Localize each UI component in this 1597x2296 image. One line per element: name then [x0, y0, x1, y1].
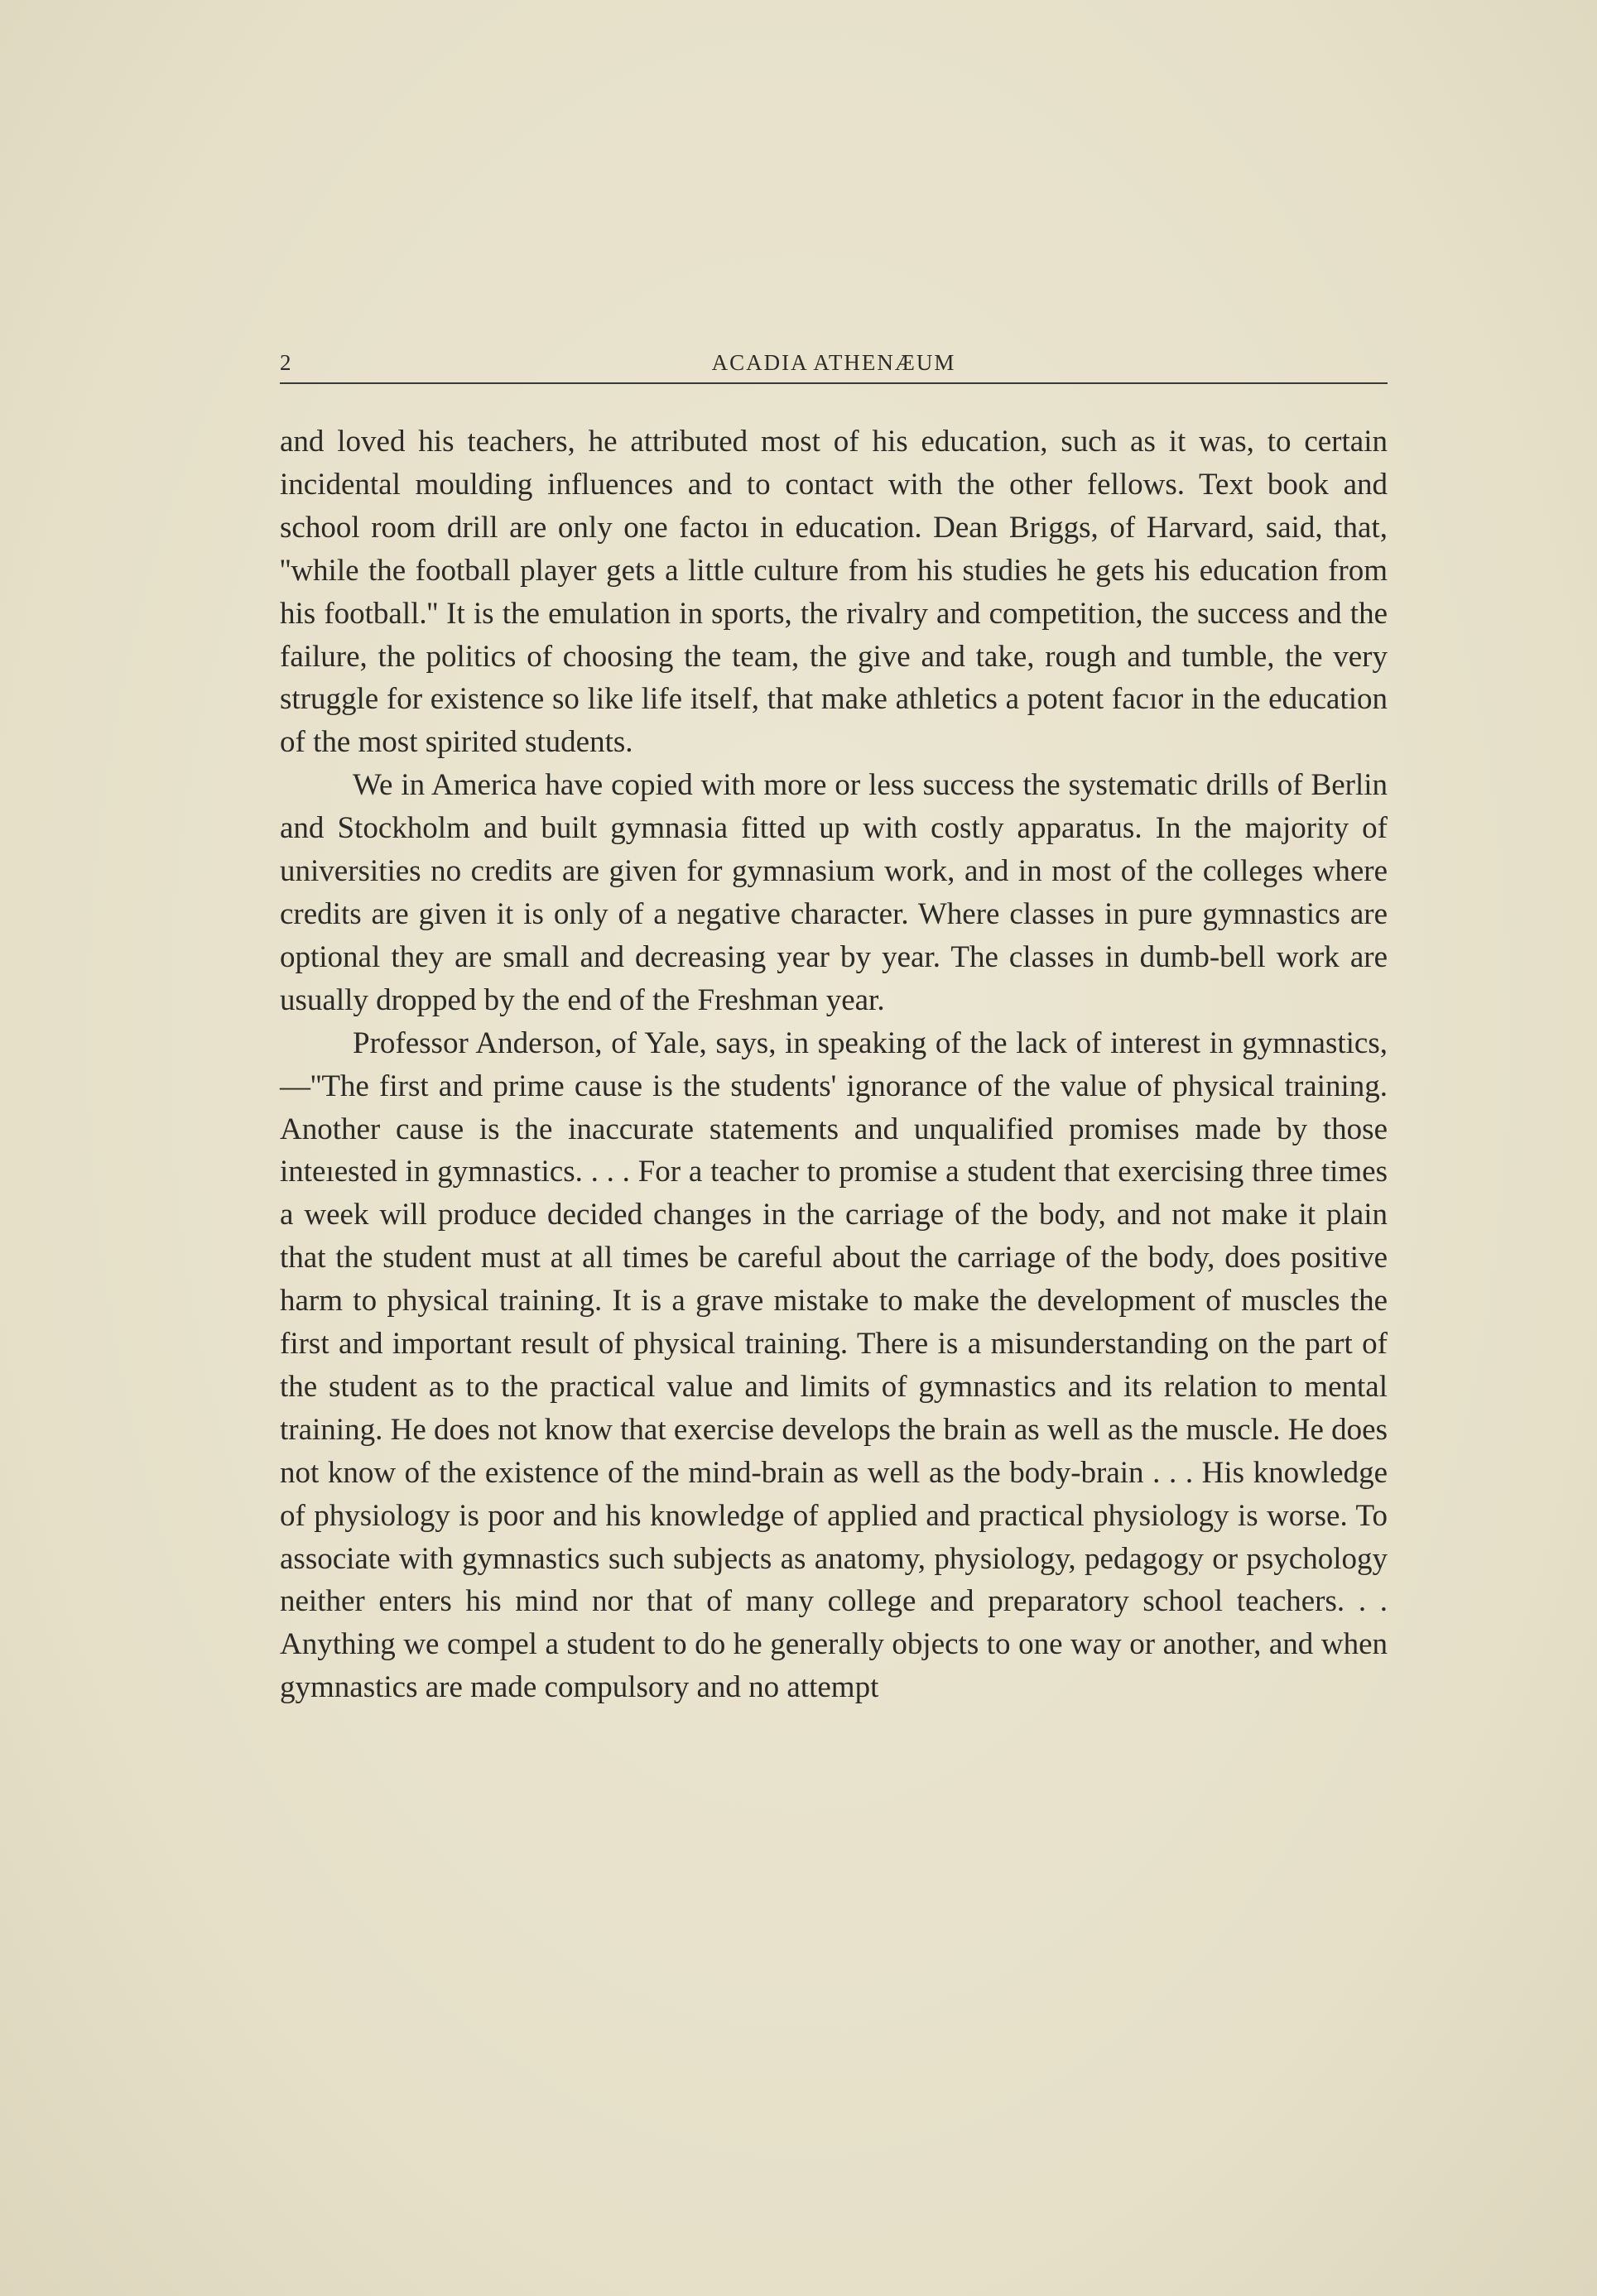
- running-head: ACADIA ATHENÆUM: [711, 350, 956, 375]
- paragraph-1: and loved his teachers, he attributed most of his education, such as it was, to certain incidental moulding influences and to contact with the other fellows. Text book and school room drill are only one factoı in education. Dean Briggs, of Harvard, said, that, ''while the football player gets a little culture from his studies he gets his education from his football.'' It is the emulation in sports, the rivalry and competition, the success and the failure, the politics of choosing the team, the give and take, rough and tumble, the very struggle for existence so like life itself, that make athletics a potent facıor in the education of the most spirited students.: [280, 425, 1388, 760]
- body-text: [280, 420, 1388, 1709]
- paragraph-3: Professor Anderson, of Yale, says, in speaking of the lack of interest in gymnastics,—''The first and prime cause is the students' ignorance of the value of physical training. Another cause is the inaccurate statements and unqualified promises made by those inteıested in gymnastics. . . . For a teacher to promise a student that exercising three times a week will produce decided changes in the carriage of the body, and not make it plain that the student must at all times be careful about the carriage of the body, does positive harm to physical training. It is a grave mistake to make the development of muscles the first and important result of physical training. There is a misunderstanding on the part of the student as to the practical value and limits of gymnastics and its relation to mental training. He does not know that exercise develops the brain as well as the muscle. He does not know of the existence of the mind-brain as well as the body-brain . . . His knowledge of physiology is poor and his knowledge of applied and practical physiology is worse. To associate with gymnastics such subjects as anatomy, physiology, pedagogy or psychology neither enters his mind nor that of many college and preparatory school teachers. . . Anything we compel a student to do he generally objects to one way or another, and when gymnastics are made compulsory and no attempt: [280, 1026, 1388, 1705]
- page-number: 2: [280, 350, 291, 375]
- page-header: [280, 348, 1388, 384]
- paragraph-2: We in America have copied with more or less success the systematic drills of Berlin and Stockholm and built gymnasia fitted up with costly apparatus. In the majority of universities no credits are given for gymnasium work, and in most of the colleges where credits are given it is only of a negative character. Where classes in pure gymnastics are optional they are small and decreasing year by year. The classes in dumb-bell work are usually dropped by the end of the Freshman yeаr.: [280, 768, 1388, 1017]
